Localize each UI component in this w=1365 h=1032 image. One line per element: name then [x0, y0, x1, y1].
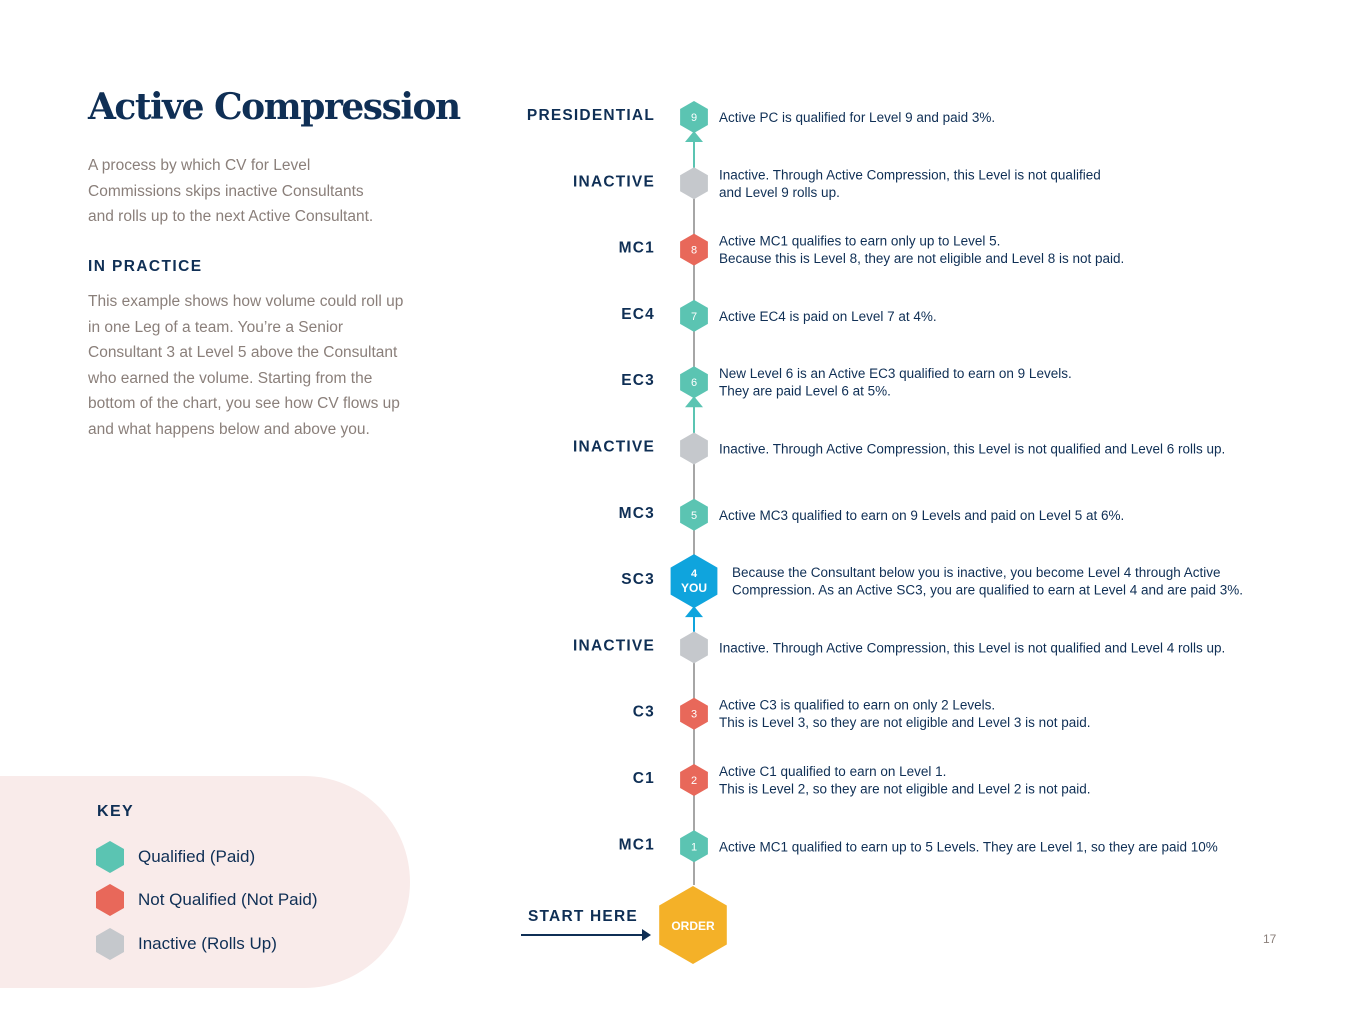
rank-label: EC3	[621, 372, 655, 390]
key-label-qualified: Qualified (Paid)	[138, 847, 256, 866]
level-badge: 3	[690, 708, 698, 721]
in-practice-paragraph: This example shows how volume could roll up in one Leg of a team. You’re a Senior Consultant 3 at Level 5 above the Consultant who earned the volume. Starting from the bottom of the chart, you see how CV flows up and what happens below and above you.	[88, 293, 404, 438]
level-node-inactive	[680, 167, 708, 199]
level-description: Active MC1 qualified to earn up to 5 Levels. They are Level 1, so they are paid 10%	[719, 839, 1218, 855]
level-description: Because this is Level 8, they are not eligible and Level 8 is not paid.	[719, 251, 1125, 267]
rank-label: EC4	[621, 305, 655, 323]
level-description: Active EC4 is paid on Level 7 at 4%.	[719, 308, 937, 324]
page-title: Active Compression	[88, 86, 460, 128]
level-description: Because the Consultant below you is inactive, you become Level 4 through Active	[732, 565, 1221, 581]
rank-label: MC1	[618, 239, 655, 257]
rank-label: SC3	[621, 571, 655, 589]
level-description: Compression. As an Active SC3, you are qualified to earn at Level 4 and are paid 3%.	[732, 582, 1244, 598]
arrow-right-icon	[642, 929, 651, 941]
rank-label: INACTIVE	[573, 438, 655, 456]
level-description: New Level 6 is an Active EC3 qualified to earn on 9 Levels.	[719, 366, 1072, 382]
rank-label: INACTIVE	[573, 173, 655, 191]
level-badge: 9	[690, 112, 698, 124]
level-badge: 6	[690, 377, 698, 390]
level-description: This is Level 2, so they are not eligible and Level 2 is not paid.	[719, 781, 1091, 797]
rank-label: C3	[632, 703, 655, 721]
intro-paragraph: A process by which CV for Level Commissions skips inactive Consultants and rolls up to the next Active Consultant.	[88, 157, 374, 225]
level-description: Active C1 qualified to earn on Level 1.	[719, 764, 947, 779]
level-badge: 5	[690, 509, 698, 522]
level-description: They are paid Level 6 at 5%.	[719, 383, 891, 399]
level-description: Active PC is qualified for Level 9 and paid 3%.	[719, 110, 996, 125]
level-badge: 8	[690, 244, 698, 257]
order-label: ORDER	[671, 919, 715, 933]
level-badge: 1	[690, 841, 698, 854]
you-badge: YOU	[680, 581, 708, 596]
level-node-inactive	[680, 631, 708, 663]
start-here-label: START HERE	[528, 908, 638, 925]
level-description: This is Level 3, so they are not eligible and Level 3 is not paid.	[719, 715, 1091, 731]
level-description: Inactive. Through Active Compression, this Level is not qualified and Level 4 rolls up.	[719, 640, 1226, 656]
rank-label: PRESIDENTIAL	[526, 107, 655, 124]
level-description: Active MC3 qualified to earn on 9 Levels and paid on Level 5 at 6%.	[719, 507, 1125, 523]
level-description: Active C3 is qualified to earn on only 2 Levels.	[719, 697, 996, 713]
level-description: and Level 9 rolls up.	[719, 184, 840, 200]
in-practice-heading: IN PRACTICE	[88, 258, 203, 275]
level-node-inactive	[680, 433, 708, 465]
rank-label: INACTIVE	[573, 637, 655, 655]
rank-label: MC3	[618, 504, 655, 522]
page-number: 17	[1263, 932, 1277, 946]
key-title: KEY	[97, 803, 135, 820]
level-description: Inactive. Through Active Compression, this Level is not qualified and Level 6 rolls up.	[719, 441, 1226, 457]
level-badge: 2	[690, 775, 698, 787]
key-label-not-qualified: Not Qualified (Not Paid)	[138, 890, 318, 909]
key-label-inactive: Inactive (Rolls Up)	[138, 934, 277, 953]
level-badge: 7	[690, 310, 698, 323]
rank-label: MC1	[618, 836, 655, 854]
rank-label: C1	[632, 770, 655, 787]
level-description: Inactive. Through Active Compression, this Level is not qualified	[719, 167, 1101, 183]
level-description: Active MC1 qualifies to earn only up to Level 5.	[719, 233, 1001, 249]
level-badge: 4	[690, 568, 698, 581]
